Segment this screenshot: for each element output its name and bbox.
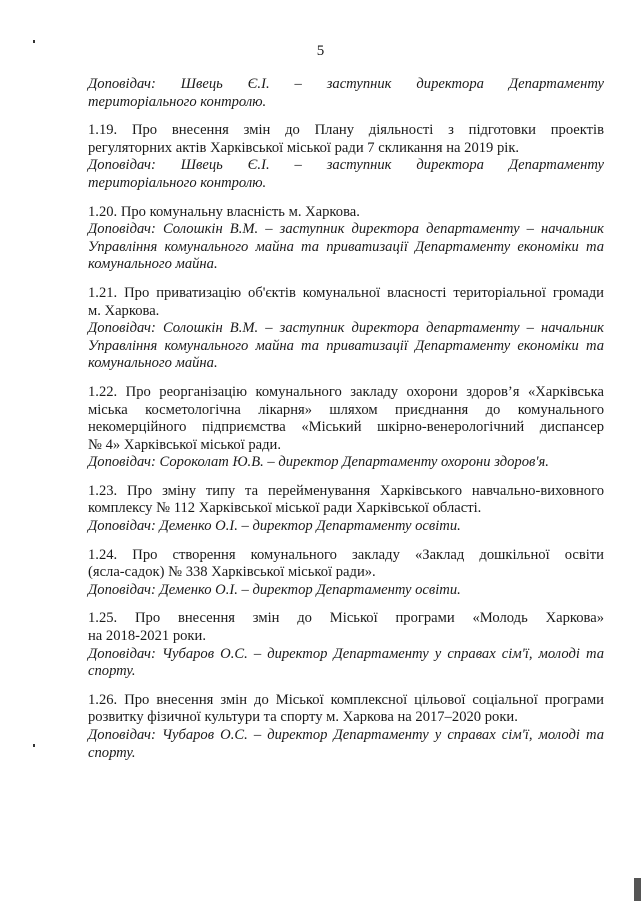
item-title-line: комплексу № 112 Харківської міської ради Харківської області.	[88, 500, 482, 517]
speaker-line: територіального контролю.	[88, 93, 267, 110]
item-title-line: 1.26. Про внесення змін до Міської комплексної цільової соціальної програми	[88, 691, 604, 708]
speaker-line: Доповідач: Чубаров О.С. – директор Департаменту у справах сім'ї, молоді та	[88, 645, 604, 662]
speaker-line: спорту.	[88, 744, 136, 761]
speaker-line: Доповідач: Швець Є.І. – заступник директора Департаменту	[88, 157, 604, 174]
agenda-item-1-22	[88, 384, 604, 472]
item-title-line: 1.20. Про комунальну власність м. Харкова.	[88, 203, 360, 220]
speaker-line: Доповідач: Деменко О.І. – директор Департаменту освіти.	[88, 581, 461, 598]
speaker-line: Доповідач: Солошкін В.М. – заступник директора департаменту – начальник	[88, 320, 604, 337]
speaker-line: Доповідач: Солошкін В.М. – заступник директора департаменту – начальник	[88, 221, 604, 238]
agenda-item-1-23	[88, 483, 604, 536]
speaker-line: Доповідач: Деменко О.І. – директор Департаменту освіти.	[88, 518, 461, 535]
scan-edge-mark	[634, 878, 641, 901]
item-title-line: № 4» Харківської міської ради.	[88, 436, 281, 453]
document-body	[88, 76, 604, 762]
item-title-line: 1.22. Про реорганізацію комунального закладу охорони здоров’я «Харківська	[88, 383, 604, 400]
speaker-line: Доповідач: Чубаров О.С. – директор Департаменту у справах сім'ї, молоді та	[88, 727, 604, 743]
item-title-line: розвитку фізичної культури та спорту м. Харкова на 2017–2020 роки.	[88, 709, 518, 726]
speaker-line: спорту.	[88, 663, 136, 680]
scan-speck	[33, 744, 35, 747]
item-title-line: 1.25. Про внесення змін до Міської програми «Молодь Харкова»	[88, 610, 604, 627]
scan-speck	[33, 40, 35, 43]
item-title-line: міська косметологічна лікарня» шляхом приєднання до комунального	[88, 401, 604, 418]
agenda-item-1-18-speaker	[88, 76, 604, 111]
item-title-line: (ясла-садок) № 338 Харківської міської ради».	[88, 564, 376, 581]
item-title-line: 1.24. Про створення комунального закладу «Заклад дошкільної освіти	[88, 546, 604, 563]
speaker-line: Управління комунального майна та приватизації Департаменту економіки та	[88, 337, 604, 354]
speaker-line: територіального контролю.	[88, 174, 267, 191]
speaker-line: Управління комунального майна та приватизації Департаменту економіки та	[88, 238, 604, 255]
speaker-line: комунального майна.	[88, 355, 218, 372]
page-number: 5	[316, 43, 325, 59]
item-title-line: на 2018-2021 роки.	[88, 628, 206, 645]
item-title-line: 1.23. Про зміну типу та перейменування Харківського навчально-виховного	[88, 482, 604, 499]
item-title-line: регуляторних актів Харківської міської ради 7 скликання на 2019 рік.	[88, 139, 520, 156]
agenda-item-1-19	[88, 122, 604, 192]
item-title-line: 1.21. Про приватизацію об'єктів комунальної власності територіальної громади	[88, 284, 604, 301]
speaker-line: комунального майна.	[88, 256, 218, 273]
agenda-item-1-25	[88, 610, 604, 680]
agenda-item-1-20	[88, 204, 604, 274]
speaker-line: Доповідач: Швець Є.І. – заступник директора Департаменту	[88, 76, 604, 92]
agenda-item-1-24	[88, 547, 604, 600]
item-title-line: 1.19. Про внесення змін до Плану діяльності з підготовки проектів	[88, 122, 604, 139]
speaker-line: Доповідач: Сороколат Ю.В. – директор Департаменту охорони здоров'я.	[88, 454, 549, 471]
item-title-line: м. Харкова.	[88, 302, 160, 319]
item-title-line: некомерційного підприємства «Міський шкірно-венерологічний диспансер	[88, 419, 604, 436]
agenda-item-1-21	[88, 285, 604, 373]
agenda-item-1-26	[88, 692, 604, 762]
